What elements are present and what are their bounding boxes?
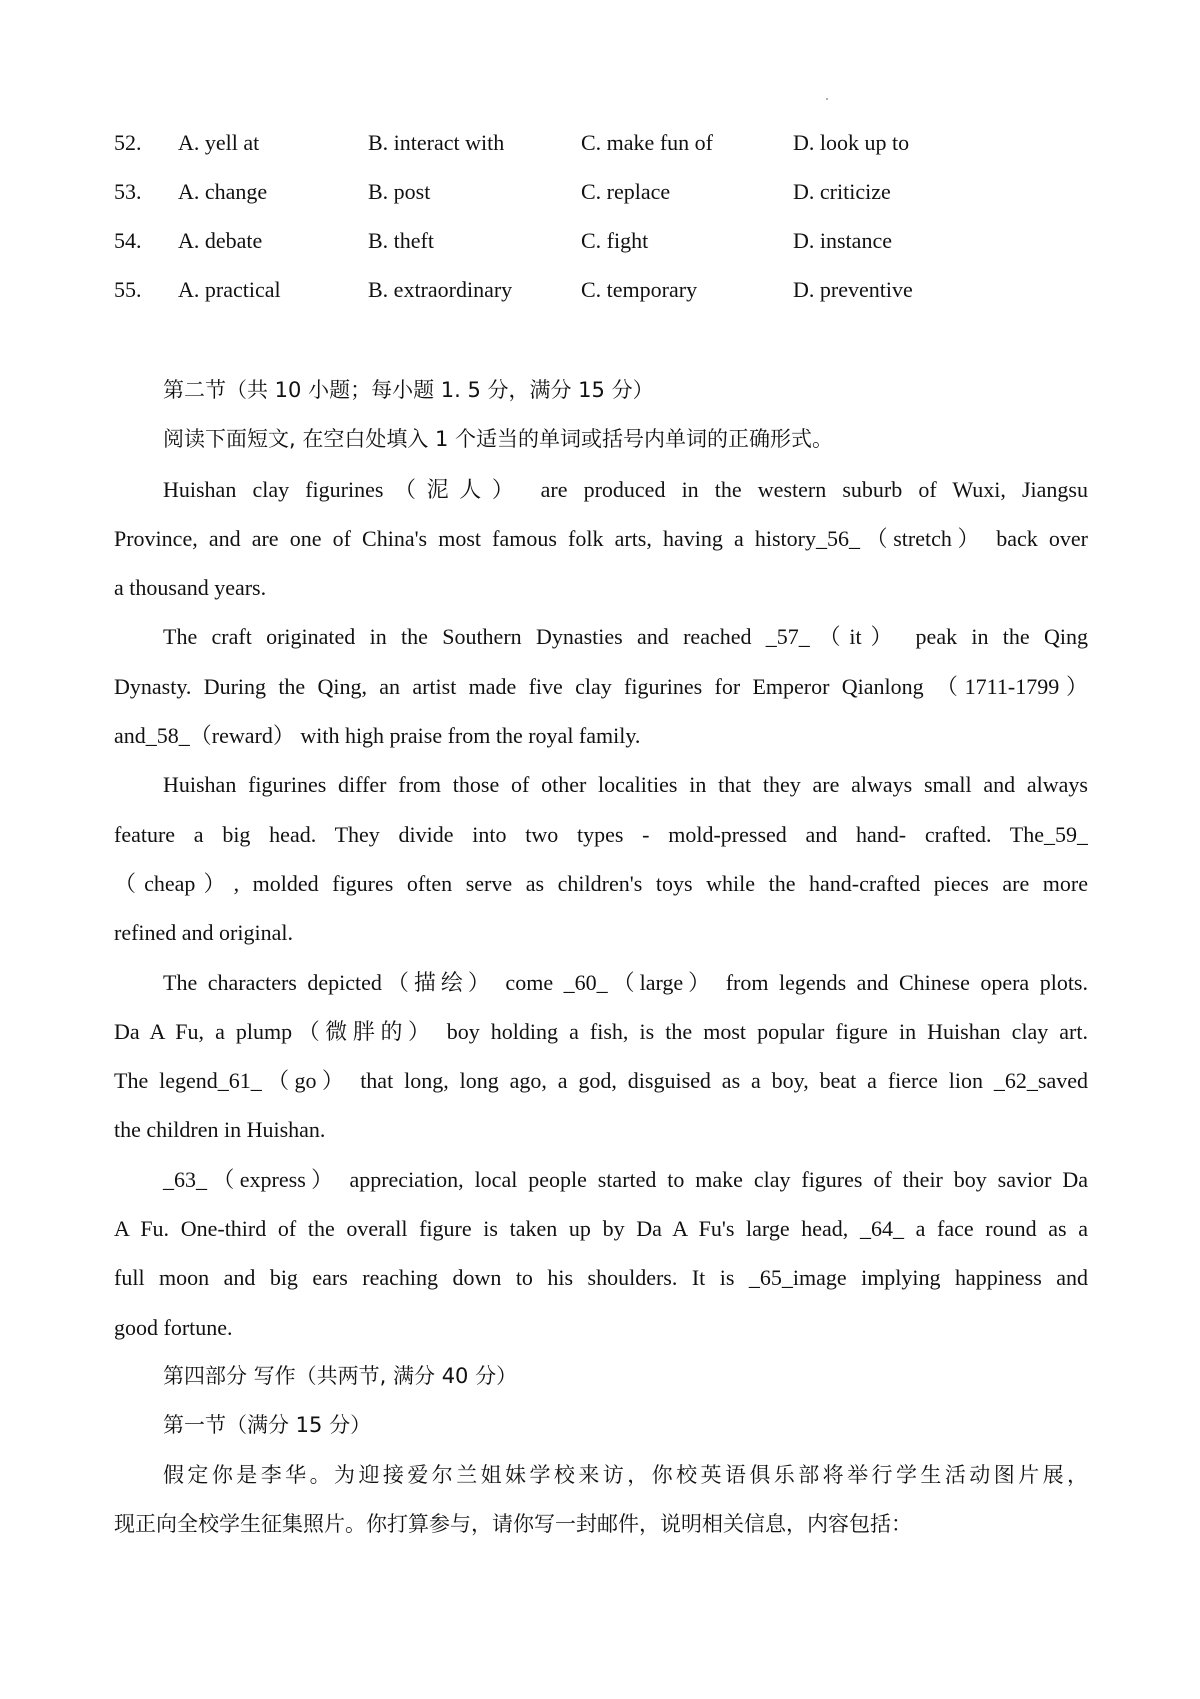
question-number: 53.: [114, 179, 142, 204]
passage-line: Province, and are one of China's most famous folk arts, having a history_56_（stretch） back over: [114, 525, 1088, 551]
passage-line: full moon and big ears reaching down to his shoulders. It is _65_image implying happiness and: [114, 1265, 1088, 1291]
option-b: B. theft: [368, 228, 434, 253]
option-d: D. look up to: [793, 130, 910, 155]
option-d: D. criticize: [793, 179, 891, 204]
option-c: C. temporary: [581, 277, 698, 302]
option-b: B. post: [368, 179, 431, 204]
option-row-54: [114, 216, 1014, 265]
option-c: C. fight: [581, 228, 649, 253]
option-a: A. debate: [178, 228, 263, 253]
option-d: D. preventive: [793, 277, 913, 302]
passage-line: The legend_61_（go） that long, long ago, a god, disguised as a boy, beat a fierce lion _62_saved: [114, 1068, 1088, 1094]
passage-line: a thousand years.: [114, 575, 267, 601]
passage-line: A Fu. One-third of the overall figure is taken up by Da A Fu's large head, _64_ a face round as a: [114, 1216, 1088, 1242]
passage-line: _63_（express） appreciation, local people started to make clay figures of their boy savior Da: [163, 1166, 1088, 1192]
question-number: 52.: [114, 130, 142, 155]
option-a: A. practical: [178, 277, 281, 302]
section-heading: 第一节（满分 15 分）: [163, 1413, 372, 1438]
passage-line: （cheap）, molded figures often serve as children's toys while the hand-crafted pieces are more: [114, 870, 1088, 896]
passage-line: Da A Fu, a plump（微胖的） boy holding a fish, is the most popular figure in Huishan clay art.: [114, 1018, 1088, 1044]
scan-speck: [826, 98, 828, 100]
passage-line: refined and original.: [114, 920, 293, 946]
passage-line: Dynasty. During the Qing, an artist made five clay figurines for Emperor Qianlong （1711-1799）: [114, 673, 1088, 699]
passage-paragraph-2: [114, 612, 1088, 760]
question-number: 55.: [114, 277, 142, 302]
passage-paragraph-4: [114, 958, 1088, 1155]
multiple-choice-options: [114, 118, 1014, 314]
passage-line: The characters depicted（描绘） come _60_（large） from legends and Chinese opera plots.: [163, 969, 1088, 995]
option-a: A. yell at: [178, 130, 260, 155]
option-row-53: [114, 167, 1014, 216]
option-d: D. instance: [793, 228, 892, 253]
option-b: B. interact with: [368, 130, 505, 155]
exam-body: [114, 366, 1088, 1549]
writing-task-line: 假定你是李华。为迎接爱尔兰姐妹学校来访，你校英语俱乐部将举行学生活动图片展，: [163, 1462, 1088, 1487]
passage-line: feature a big head. They divide into two types - mold-pressed and hand- crafted. The_59_: [114, 821, 1088, 847]
question-number: 54.: [114, 228, 142, 253]
option-row-52: [114, 118, 1014, 167]
passage-line: and_58_（reward） with high praise from the royal family.: [114, 723, 641, 749]
passage-paragraph-3: [114, 760, 1088, 957]
passage-paragraph-1: [114, 465, 1088, 613]
passage-line: the children in Huishan.: [114, 1117, 326, 1143]
passage-line: Huishan figurines differ from those of other localities in that they are always small and always: [163, 772, 1088, 798]
option-c: C. replace: [581, 179, 671, 204]
passage-paragraph-5: [114, 1155, 1088, 1352]
passage-line: good fortune.: [114, 1314, 233, 1340]
section-instruction: 阅读下面短文, 在空白处填入 1 个适当的单词或括号内单词的正确形式。: [163, 427, 834, 452]
option-row-55: [114, 265, 1014, 314]
section-heading: 第二节（共 10 小题；每小题 1. 5 分，满分 15 分）: [163, 378, 654, 402]
passage-line: The craft originated in the Southern Dynasties and reached _57_（it） peak in the Qing: [163, 624, 1088, 650]
option-a: A. change: [178, 179, 268, 204]
option-c: C. make fun of: [581, 130, 713, 155]
writing-task-line: 现正向全校学生征集照片。你打算参与，请你写一封邮件，说明相关信息，内容包括：: [114, 1511, 912, 1536]
passage-line: Huishan clay figurines（泥人） are produced in the western suburb of Wuxi, Jiangsu: [163, 476, 1088, 502]
part-heading: 第四部分 写作（共两节, 满分 40 分）: [163, 1363, 518, 1388]
option-b: B. extraordinary: [368, 277, 513, 302]
